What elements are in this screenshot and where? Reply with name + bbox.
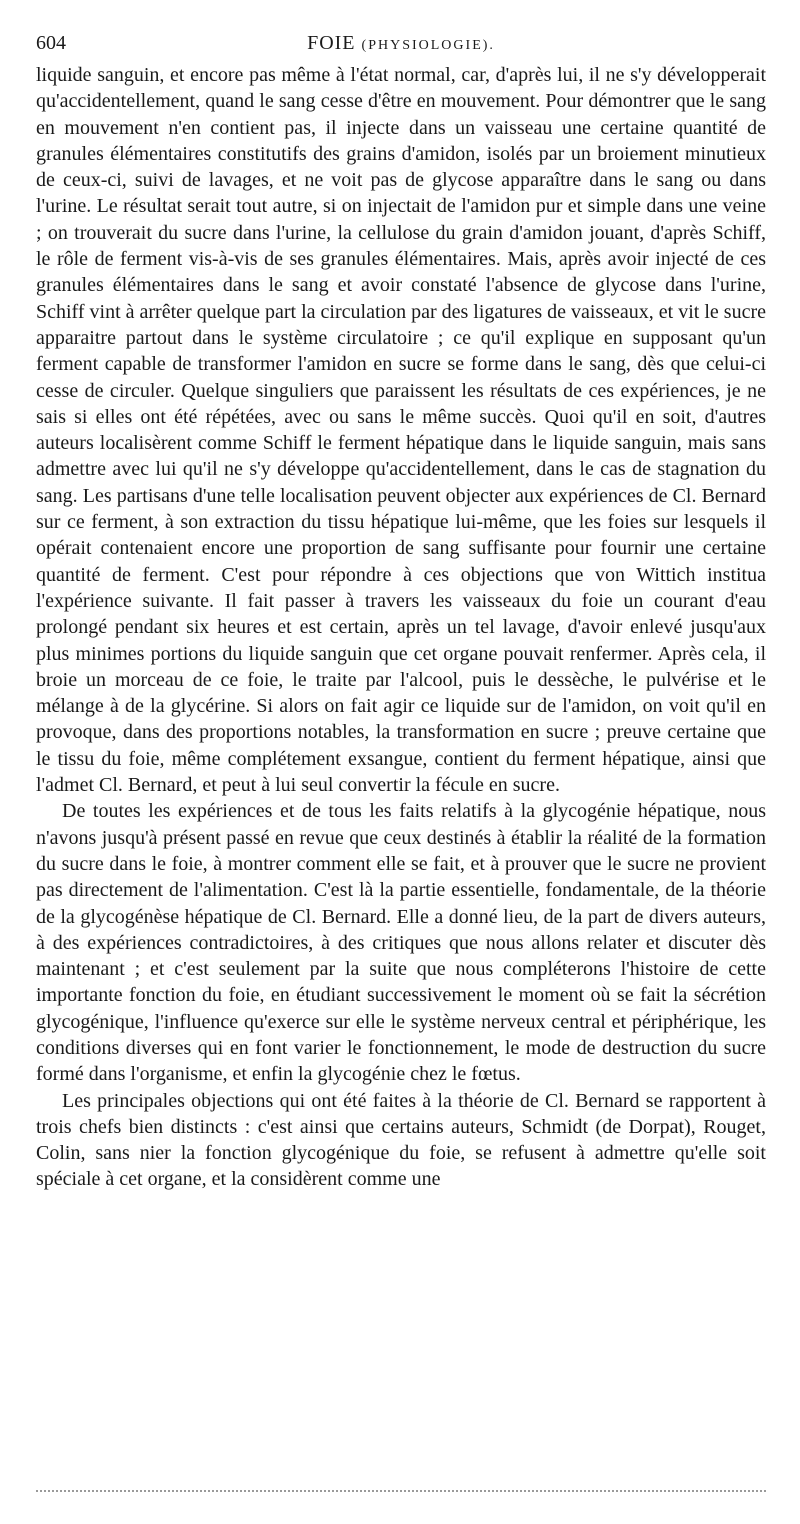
running-header [36,22,766,62]
page [36,22,766,1193]
running-head-subtitle: (PHYSIOLOGIE). [361,38,495,53]
running-head-title: FOIE [307,32,356,54]
paragraph: Les principales objections qui ont été faites à la théorie de Cl. Bernard se rapportent à trois chefs bien distincts : c'est ainsi que certains auteurs, Schmidt (de Dorpat), Rouget, Colin, sans nier la fonction glycogénique du foie, se refusent à admettre qu'elle soit spéciale à cet organe, et la considèrent comme une [36,1089,766,1191]
page-number: 604 [36,32,66,54]
paragraph: De toutes les expériences et de tous les faits relatifs à la glycogénie hépatique, nous n'avons jusqu'à présent passé en revue que ceux destinés à établir la réalité de la formation du sucre dans le foie, à montrer comment elle se fait, et à prouver que le sucre ne provient pas directement de l'alimentation. C'est là la partie essentielle, fondamentale, de la théorie de la glycogénèse hépatique de Cl. Bernard. Elle a donné lieu, de la part de divers auteurs, à des expériences contradictoires, à des critiques que nous allons relater et discuter dès maintenant ; et c'est seulement par la suite que nous compléterons l'histoire de cette importante fonction du foie, en étudiant successivement le moment où se fait la sécrétion glycogénique, l'influence qu'exerce sur elle le système nerveux central et périphérique, les conditions diverses qui en font varier le fonctionnement, le mode de destruction du sucre formé dans l'organisme, et enfin la glycogénie chez le fœtus. [36,800,766,1086]
running-head [36,32,766,55]
body-text [36,62,766,1193]
paragraph-continued: liquide sanguin, et encore pas même à l'état normal, car, d'après lui, il ne s'y développerait qu'accidentellement, quand le sang cesse d'être en mouvement. Pour démontrer que le sang en mouvement n'en contient pas, il injecte dans un vaisseau une certaine quantité de granules élémentaires constitutifs des grains d'amidon, isolés par un broiement minutieux de ceux-ci, suivi de lavages, et ne voit pas de glycose apparaître dans le sang ou dans l'urine. Le résultat serait tout autre, si on injectait de l'amidon pur et simple dans une veine ; on trouverait du sucre dans l'urine, la cellulose du grain d'amidon jouant, d'après Schiff, le rôle de ferment vis-à-vis de ses granules élémentaires. Mais, après avoir injecté de ces granules élémentaires dans le sang et avoir constaté l'absence de glycose dans l'urine, Schiff vint à arrêter quelque part la circulation par des ligatures de vaisseaux, et vit le sucre apparaitre partout dans le système circulatoire ; ce qu'il explique en supposant qu'un ferment capable de transformer l'amidon en sucre se forme dans le sang, dès que celui-ci cesse de circuler. Quelque singuliers que paraissent les résultats de ces expériences, je ne sais si elles ont été répétées, avec ou sans le même succès. Quoi qu'il en soit, d'autres auteurs localisèrent comme Schiff le ferment hépatique dans le liquide sanguin, mais sans admettre avec lui qu'il ne s'y développe qu'accidentellement, dans le cas de stagnation du sang. Les partisans d'une telle localisation peuvent objecter aux expériences de Cl. Bernard sur ce ferment, à son extraction du tissu hépatique lui-même, que les foies sur lesquels il opérait contenaient encore une proportion de sang suffisante pour fournir une certaine quantité de ferment. C'est pour répondre à ces objections que von Wittich institua l'expérience suivante. Il fait passer à travers les vaisseaux du foie un courant d'eau prolongé pendant six heures et est certain, après un tel lavage, d'avoir enlevé jusqu'aux plus minimes portions du liquide sanguin que cet organe pouvait renfermer. Après cela, il broie un morceau de ce foie, le traite par l'alcool, puis le dessèche, le pulvérise et le mélange à de la glycérine. Si alors on fait agir ce liquide sur de l'amidon, on voit qu'il en provoque, dans des proportions notables, la transformation en sucre ; preuve certaine que le tissu du foie, même complétement exsangue, contient du ferment hépatique, ainsi que l'admet Cl. Bernard, et peut à lui seul convertir la fécule en sucre. [36,64,766,797]
footer-rule [36,1490,766,1492]
